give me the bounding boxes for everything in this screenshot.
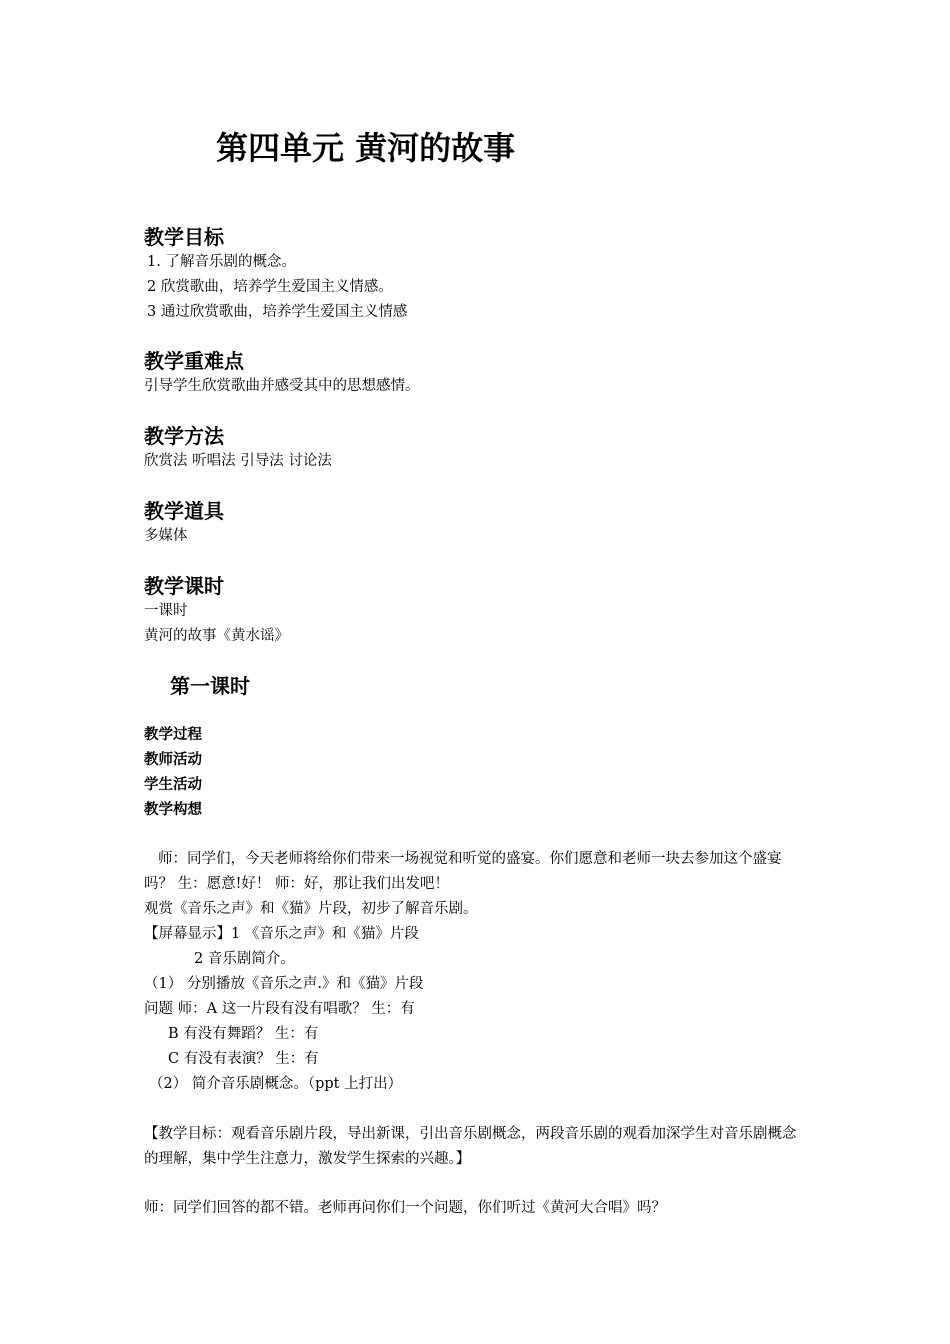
process-label-1: 教学过程 (144, 727, 202, 743)
process-label-4: 教学构想 (144, 802, 202, 818)
goal-paragraph: 【教学目标：观看音乐剧片段，导出新课，引出音乐剧概念，两段音乐剧的观看加深学生对音乐剧概念的理解，集中学生注意力，激发学生探索的兴趣。】 (144, 1126, 797, 1167)
body-line-3: 2 音乐剧简介。 (194, 951, 295, 967)
body-line-6: B 有没有舞蹈？ 生：有 (168, 1026, 319, 1042)
body-line-8: （2） 简介音乐剧概念。（ppt 上打出） (149, 1076, 403, 1092)
body-line-1: 观赏《音乐之声》和《猫》片段，初步了解音乐剧。 (144, 901, 478, 917)
intro-paragraph: 师：同学们，今天老师将给你们带来一场视觉和听觉的盛宴。你们愿意和老师一块去参加这个盛宴吗？ 生：愿意!好！ 师：好，那让我们出发吧！ (144, 851, 782, 892)
process-label-3: 学生活动 (144, 777, 202, 793)
body-line-2: 【屏幕显示】1 《音乐之声》和《猫》片段 (144, 926, 419, 942)
periods-count: 一课时 (144, 603, 188, 619)
periods-heading: 教学课时 (144, 574, 224, 598)
body-line-4: （1） 分别播放《音乐之声.》和《猫》片段 (144, 976, 424, 992)
methods-heading: 教学方法 (144, 424, 224, 448)
objectives-heading: 教学目标 (144, 225, 224, 249)
key-points-text: 引导学生欣赏歌曲并感受其中的思想感情。 (144, 378, 420, 394)
key-points-heading: 教学重难点 (144, 349, 244, 373)
final-line: 师：同学们回答的都不错。老师再问你们一个问题，你们听过《黄河大合唱》吗？ (144, 1200, 666, 1216)
objective-item-2: 2 欣赏歌曲，培养学生爱国主义情感。 (147, 279, 393, 295)
page-title: 第四单元 黄河的故事 (216, 129, 516, 167)
lesson-heading: 第一课时 (170, 674, 250, 698)
process-label-2: 教师活动 (144, 752, 202, 768)
body-line-5: 问题 师：A 这一片段有没有唱歌？ 生：有 (144, 1001, 415, 1017)
body-line-7: C 有没有表演？ 生：有 (168, 1051, 319, 1067)
methods-text: 欣赏法 听唱法 引导法 讨论法 (144, 453, 332, 469)
periods-topic: 黄河的故事《黄水谣》 (144, 628, 289, 644)
objective-item-1: 1. 了解音乐剧的概念。 (147, 254, 296, 270)
tools-heading: 教学道具 (144, 499, 224, 523)
objective-item-3: 3 通过欣赏歌曲，培养学生爱国主义情感 (147, 304, 408, 320)
tools-text: 多媒体 (144, 528, 188, 544)
